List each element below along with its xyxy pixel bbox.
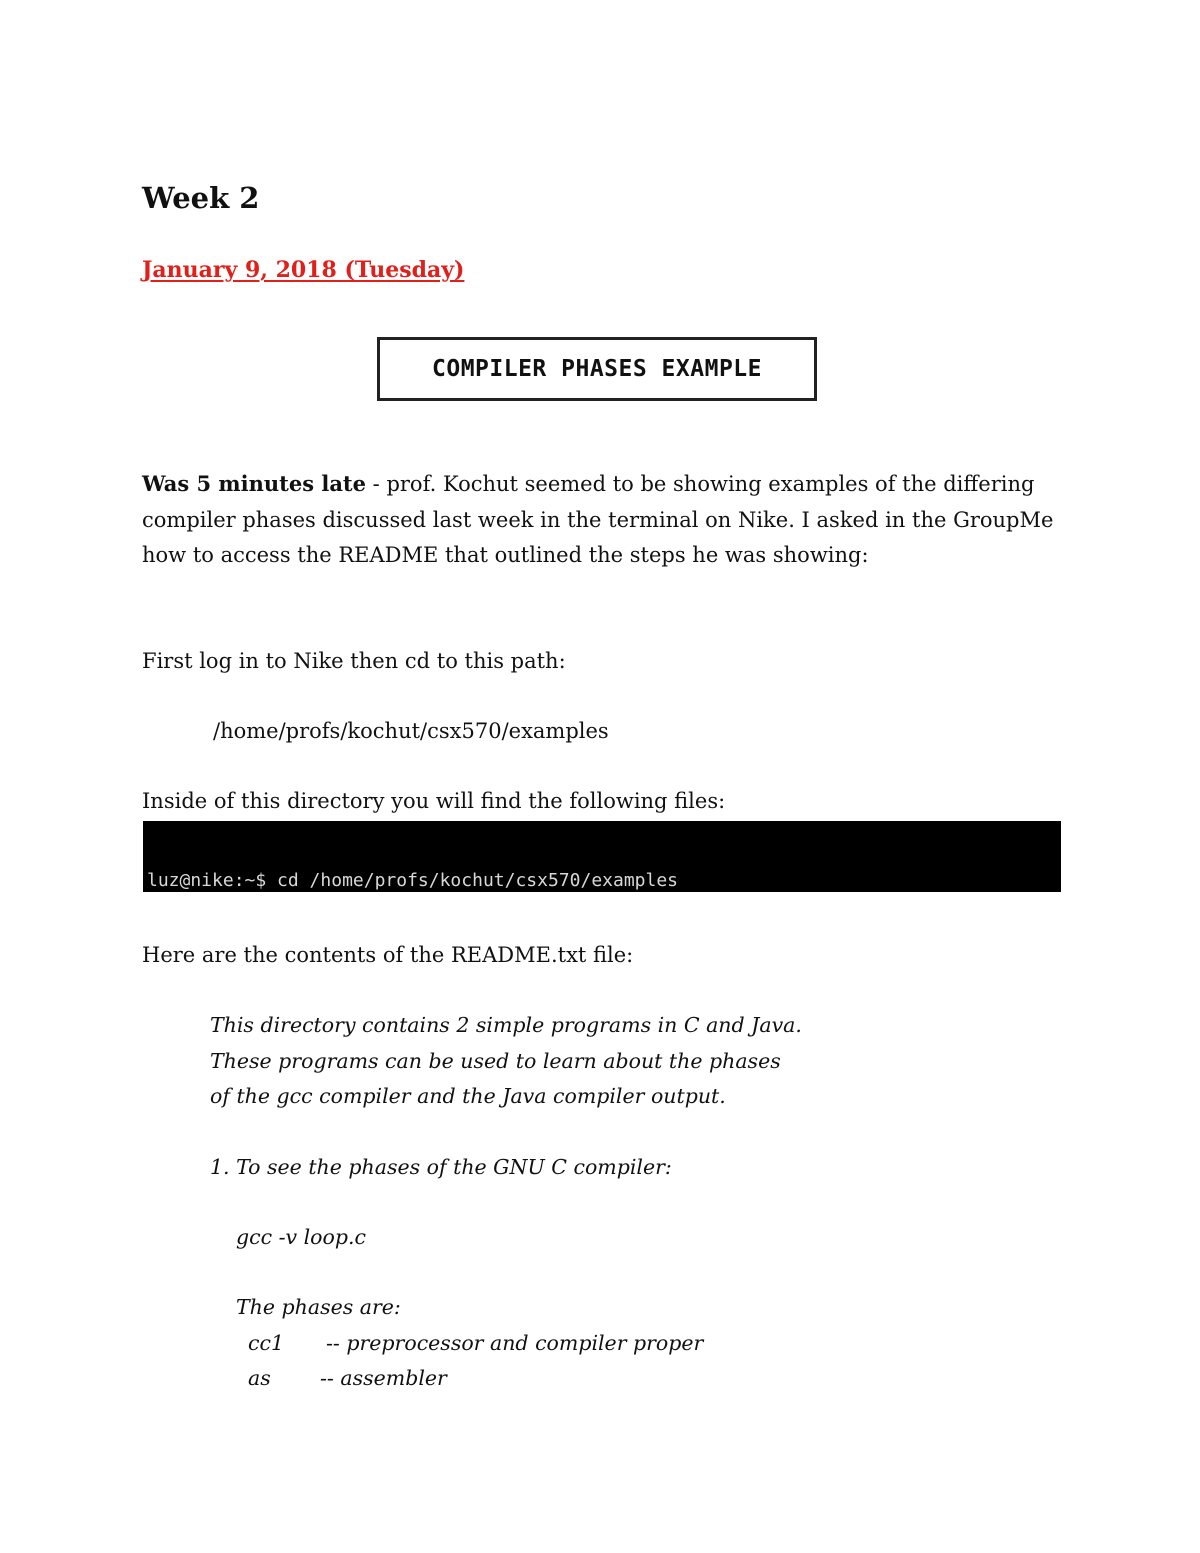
gcc-command: gcc -v loop.c (236, 1225, 366, 1249)
directory-path: /home/profs/kochut/csx570/examples (213, 719, 609, 743)
login-instruction: First log in to Nike then cd to this path: (142, 649, 566, 673)
lecture-date: January 9, 2018 (Tuesday) (142, 257, 465, 283)
phase-row (248, 1326, 703, 1361)
terminal-screenshot (143, 821, 1061, 892)
readme-line: of the gcc compiler and the Java compiler output. (210, 1084, 726, 1108)
readme-description (210, 1008, 910, 1115)
readme-intro: Here are the contents of the README.txt file: (142, 943, 634, 967)
section-title-box (377, 337, 817, 401)
readme-step-1: 1. To see the phases of the GNU C compiler: (210, 1155, 672, 1179)
intro-bold: Was 5 minutes late (142, 471, 366, 496)
directory-intro: Inside of this directory you will find the following files: (142, 789, 726, 813)
phase-description: -- preprocessor and compiler proper (326, 1331, 704, 1355)
phase-description: -- assembler (320, 1366, 447, 1390)
phase-name: as (248, 1366, 271, 1390)
phase-name: cc1 (248, 1331, 285, 1355)
terminal-line-cd: luz@nike:~$ cd /home/profs/kochut/csx570/examples (147, 870, 679, 891)
page-heading: Week 2 (142, 181, 260, 215)
readme-line: This directory contains 2 simple programs in C and Java. (210, 1013, 802, 1037)
intro-text: - prof. Kochut seemed to be showing examples of the differing compiler phases discussed last week in the terminal on Nike. I asked in the GroupMe how to access the README that outlined the steps he was showing: (142, 472, 1054, 567)
phases-heading: The phases are: (236, 1295, 401, 1319)
intro-paragraph (142, 466, 1062, 574)
phase-row (248, 1361, 447, 1396)
readme-line: These programs can be used to learn about the phases (210, 1048, 781, 1073)
section-title: COMPILER PHASES EXAMPLE (432, 356, 762, 382)
